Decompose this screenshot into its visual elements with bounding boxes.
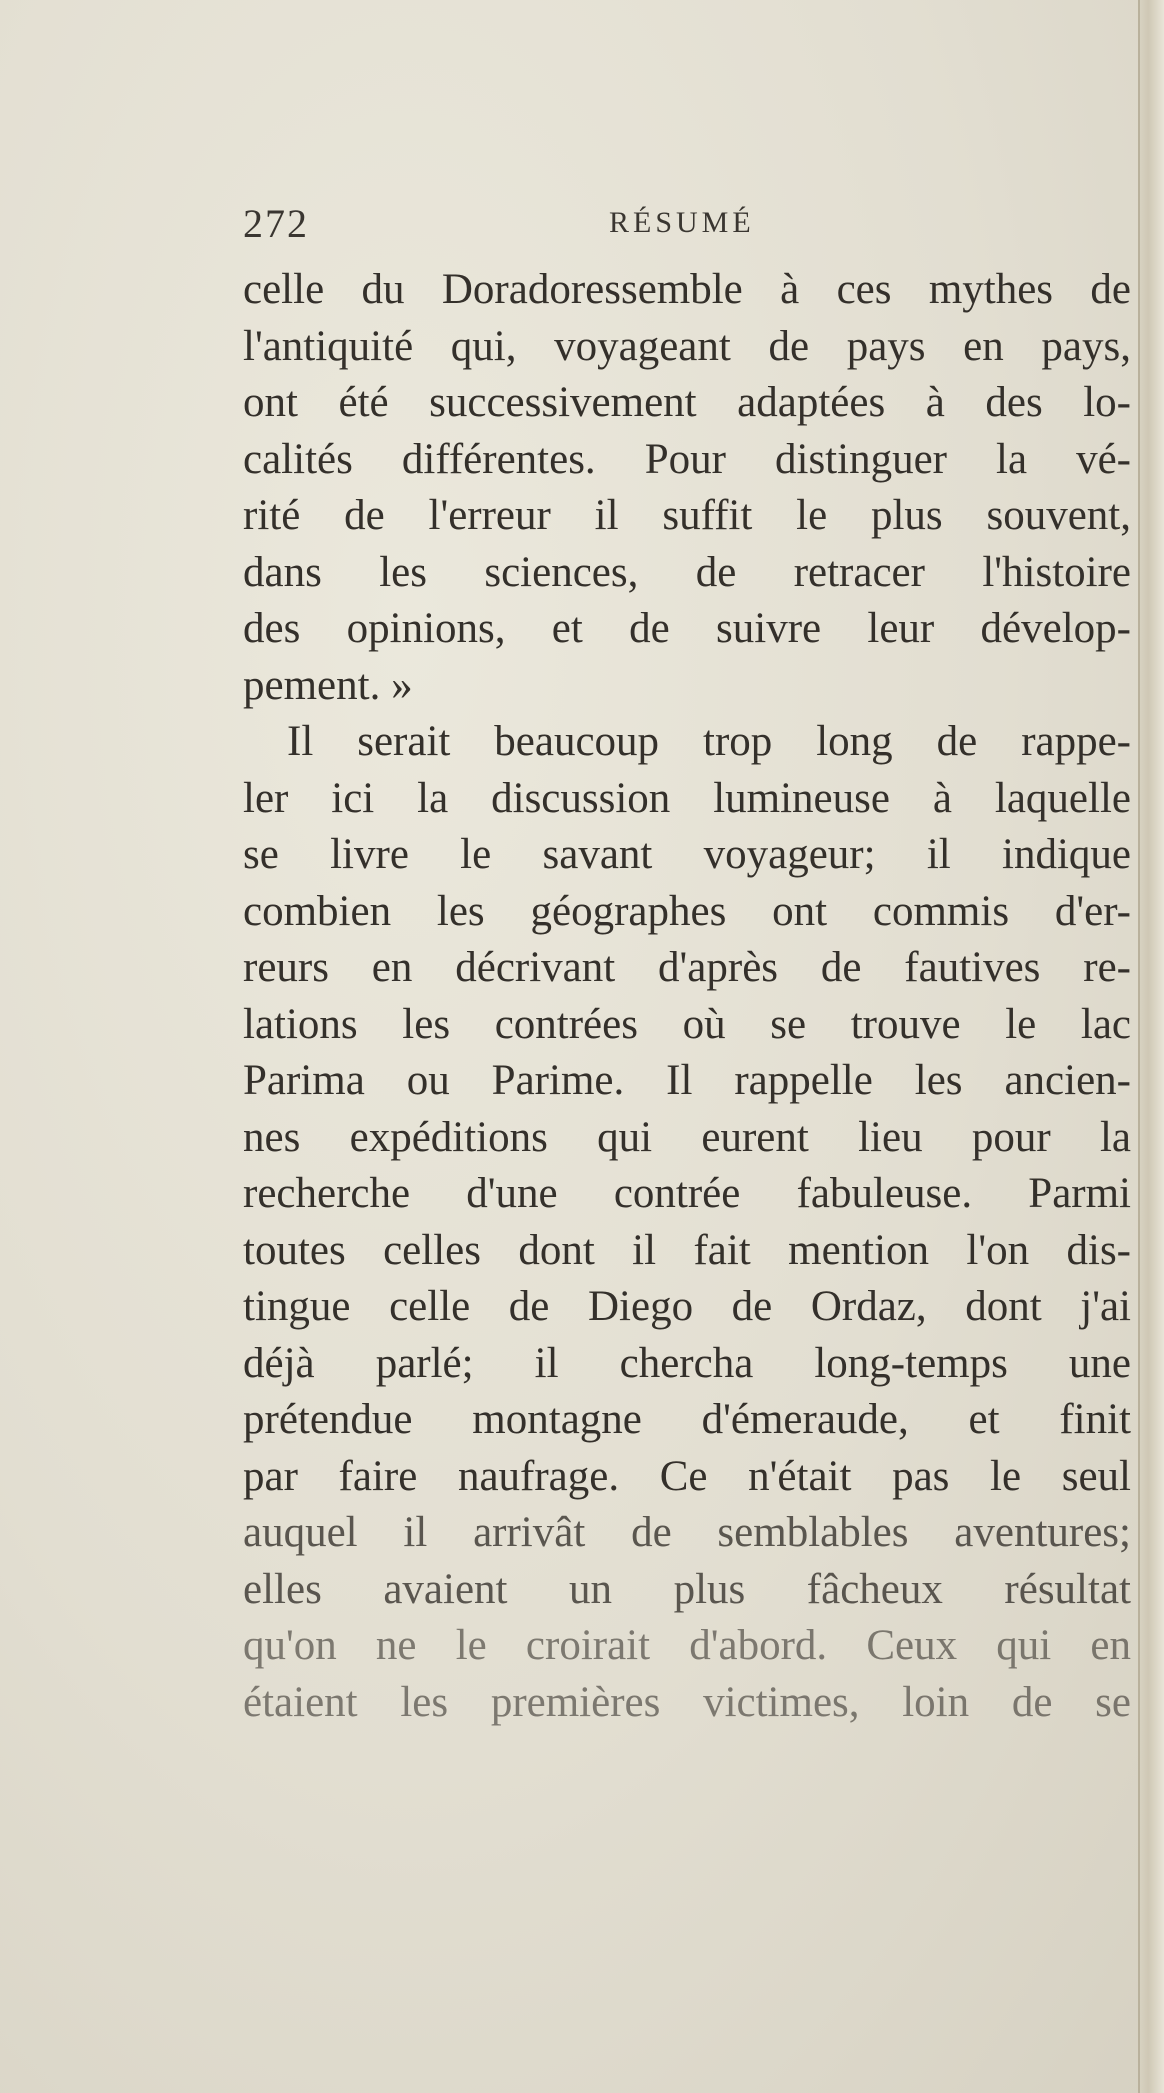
text-line: prétendue montagne d'émeraude, et finit: [243, 1396, 1131, 1443]
text-line: Parima ou Parime. Il rappelle les ancien-: [243, 1057, 1131, 1104]
text-line: tingue celle de Diego de Ordaz, dont j'ai: [243, 1283, 1131, 1330]
text-line: recherche d'une contrée fabuleuse. Parmi: [243, 1170, 1131, 1217]
text-line: se livre le savant voyageur; il indique: [243, 831, 1131, 878]
page-gutter: [1138, 0, 1164, 2093]
running-head: RÉSUMÉ: [609, 206, 755, 239]
page-number: 272: [243, 201, 309, 246]
text-line: rité de l'erreur il suffit le plus souvent,: [243, 492, 1131, 539]
text-line: l'antiquité qui, voyageant de pays en pays,: [243, 322, 1131, 370]
text-line: qu'on ne le croirait d'abord. Ceux qui en: [243, 1622, 1131, 1669]
text-line: étaient les premières victimes, loin de se: [243, 1678, 1131, 1726]
text-line: dans les sciences, de retracer l'histoire: [243, 548, 1131, 596]
text-line-paragraph-start: Il serait beaucoup trop long de rappe-: [287, 718, 1131, 765]
text-line: déjà parlé; il chercha long-temps une: [243, 1339, 1131, 1387]
text-line: celle du Doradoressemble à ces mythes de: [243, 266, 1131, 313]
text-line: des opinions, et de suivre leur dévelop-: [243, 605, 1131, 652]
text-line: combien les géographes ont commis d'er-: [243, 887, 1131, 935]
text-line: calités différentes. Pour distinguer la vé-: [243, 435, 1131, 483]
gutter-edge-line: [1138, 0, 1140, 2093]
body-text: [243, 262, 1131, 1731]
text-line: lations les contrées où se trouve le lac: [243, 1000, 1131, 1048]
text-line: nes expéditions qui eurent lieu pour la: [243, 1113, 1131, 1161]
text-line: ont été successivement adaptées à des lo-: [243, 379, 1131, 426]
text-line: auquel il arrivât de semblables aventures;: [243, 1509, 1131, 1556]
text-line: par faire naufrage. Ce n'était pas le seul: [243, 1452, 1131, 1500]
text-line: reurs en décrivant d'après de fautives re-: [243, 944, 1131, 991]
text-line: ler ici la discussion lumineuse à laquelle: [243, 774, 1131, 822]
text-line: toutes celles dont il fait mention l'on dis-: [243, 1226, 1131, 1274]
page-header: [243, 200, 863, 250]
text-line-paragraph-end: pement. »: [243, 661, 413, 709]
text-line: elles avaient un plus fâcheux résultat: [243, 1565, 1131, 1613]
